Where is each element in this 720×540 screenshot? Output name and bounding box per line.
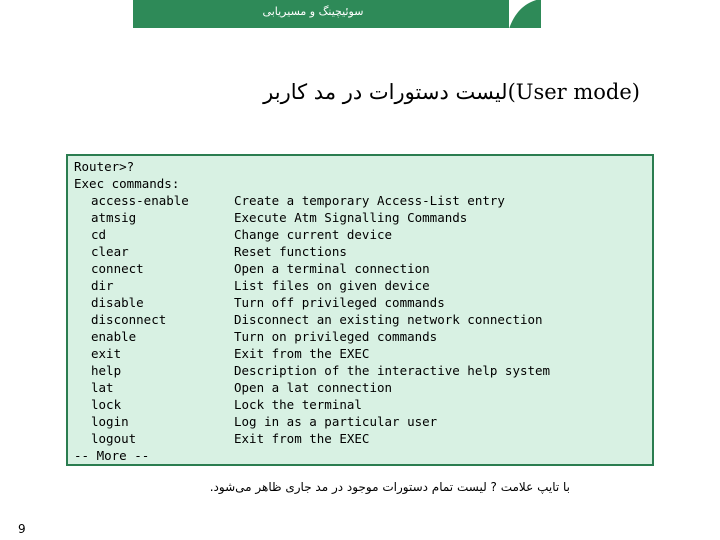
command-description: Lock the terminal: [234, 397, 362, 412]
command-name: help: [91, 363, 122, 378]
command-name: logout: [91, 431, 137, 446]
command-name: lock: [91, 397, 122, 412]
command-description: Description of the interactive help system: [234, 363, 551, 378]
command-name: atmsig: [91, 210, 137, 225]
command-name: disconnect: [91, 312, 167, 327]
command-description: Disconnect an existing network connection: [234, 312, 543, 327]
command-name: cd: [91, 227, 107, 242]
terminal-prompt: Router>?: [74, 159, 135, 174]
command-name: disable: [91, 295, 144, 310]
more-prompt: -- More --: [74, 448, 150, 463]
footnote: با تایپ علامت ? لیست تمام دستورات موجود در مد جاری ظاهر می‌شود.: [209, 480, 570, 494]
command-name: access-enable: [91, 193, 189, 208]
header-title: سوئیچینگ و مسیریابی: [262, 5, 364, 18]
command-description: Reset functions: [234, 244, 347, 259]
header-corner-curve: [509, 0, 541, 29]
header-bar: [133, 0, 541, 28]
slide-title: لیست دستورات در مد کاربر(User mode): [263, 80, 640, 104]
page-number: 9: [18, 522, 26, 536]
command-description: Create a temporary Access-List entry: [234, 193, 505, 208]
command-description: Exit from the EXEC: [234, 431, 370, 446]
command-name: exit: [91, 346, 122, 361]
command-name: clear: [91, 244, 129, 259]
terminal-output: [66, 154, 654, 466]
terminal-section-label: Exec commands:: [74, 176, 180, 191]
command-description: Open a terminal connection: [234, 261, 430, 276]
command-description: List files on given device: [234, 278, 430, 293]
command-name: dir: [91, 278, 114, 293]
command-name: login: [91, 414, 129, 429]
command-description: Turn on privileged commands: [234, 329, 438, 344]
command-name: connect: [91, 261, 144, 276]
command-description: Log in as a particular user: [234, 414, 438, 429]
command-name: enable: [91, 329, 137, 344]
command-description: Open a lat connection: [234, 380, 393, 395]
command-description: Change current device: [234, 227, 393, 242]
command-description: Execute Atm Signalling Commands: [234, 210, 468, 225]
command-description: Exit from the EXEC: [234, 346, 370, 361]
command-description: Turn off privileged commands: [234, 295, 445, 310]
command-name: lat: [91, 380, 114, 395]
